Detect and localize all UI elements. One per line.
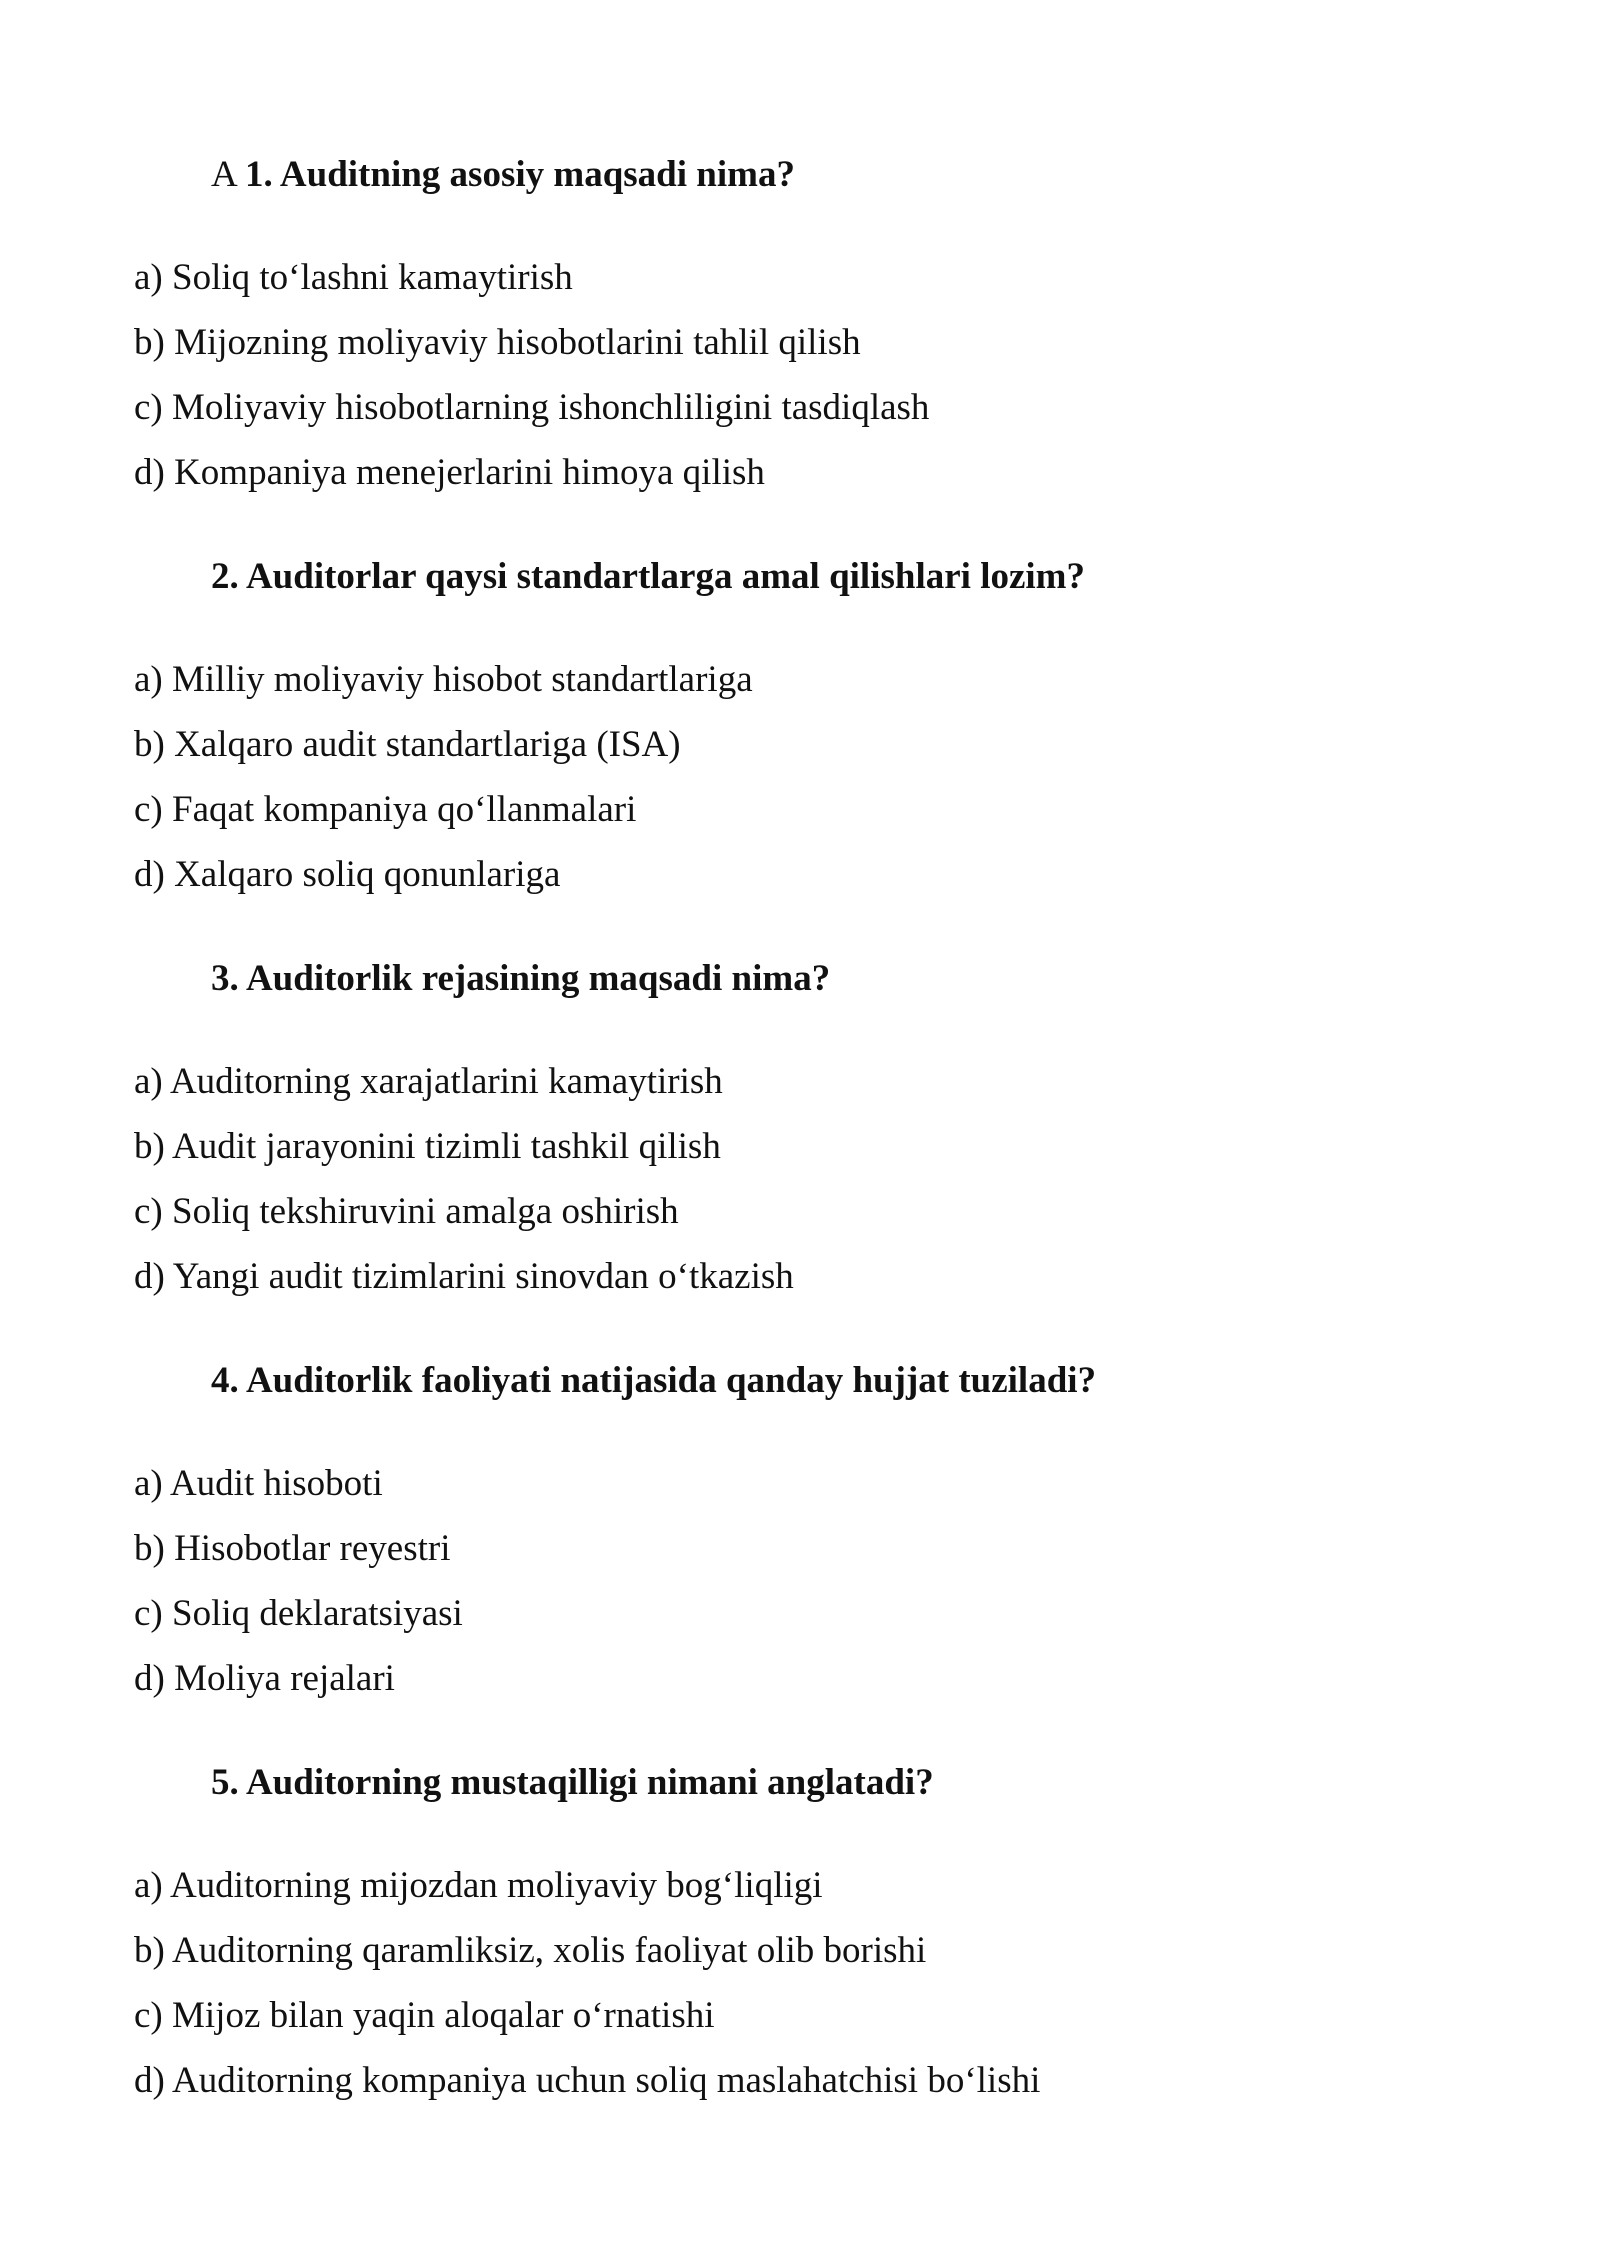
answer-option-d: d) Yangi audit tizimlarini sinovdan o‘tkazish — [134, 1256, 794, 1297]
answer-options — [134, 1462, 463, 1722]
question-title — [211, 153, 795, 197]
answer-option-c: c) Faqat kompaniya qo‘llanmalari — [134, 789, 637, 830]
question-text: 5. Auditorning mustaqilligi nimani anglatadi? — [211, 1762, 934, 1803]
question-prefix: A — [211, 154, 245, 195]
answer-option-c: c) Soliq deklaratsiyasi — [134, 1593, 463, 1634]
answer-option-d: d) Auditorning kompaniya uchun soliq maslahatchisi bo‘lishi — [134, 2060, 1041, 2101]
answer-options — [134, 256, 929, 516]
answer-option-d: d) Xalqaro soliq qonunlariga — [134, 854, 561, 895]
answer-option-b: b) Hisobotlar reyestri — [134, 1528, 451, 1569]
answer-option-b: b) Auditorning qaramliksiz, xolis faoliyat olib borishi — [134, 1930, 927, 1971]
question-text: 2. Auditorlar qaysi standartlarga amal qilishlari lozim? — [211, 556, 1085, 597]
answer-option-c: c) Moliyaviy hisobotlarning ishonchliligini tasdiqlash — [134, 387, 930, 428]
answer-option-a: a) Milliy moliyaviy hisobot standartlariga — [134, 659, 753, 700]
answer-option-d: d) Moliya rejalari — [134, 1658, 395, 1699]
question-title — [211, 1761, 934, 1805]
answer-option-c: c) Soliq tekshiruvini amalga oshirish — [134, 1191, 679, 1232]
question-title — [211, 555, 1085, 599]
question-text: 1. Auditning asosiy maqsadi nima? — [244, 154, 795, 195]
answer-option-b: b) Xalqaro audit standartlariga (ISA) — [134, 724, 681, 765]
answer-option-a: a) Soliq to‘lashni kamaytirish — [134, 257, 573, 298]
question-text: 3. Auditorlik rejasining maqsadi nima? — [211, 958, 831, 999]
answer-options — [134, 1060, 794, 1320]
answer-option-b: b) Audit jarayonini tizimli tashkil qilish — [134, 1126, 721, 1167]
question-text: 4. Auditorlik faoliyati natijasida qanday hujjat tuziladi? — [211, 1360, 1097, 1401]
answer-option-a: a) Auditorning mijozdan moliyaviy bog‘liqligi — [134, 1865, 823, 1906]
answer-option-a: a) Audit hisoboti — [134, 1463, 383, 1504]
question-title — [211, 1359, 1096, 1403]
answer-option-d: d) Kompaniya menejerlarini himoya qilish — [134, 452, 765, 493]
answer-option-b: b) Mijozning moliyaviy hisobotlarini tahlil qilish — [134, 322, 861, 363]
answer-option-a: a) Auditorning xarajatlarini kamaytirish — [134, 1061, 723, 1102]
answer-options — [134, 1864, 1040, 2124]
answer-options — [134, 658, 753, 918]
answer-option-c: c) Mijoz bilan yaqin aloqalar o‘rnatishi — [134, 1995, 715, 2036]
question-title — [211, 957, 830, 1001]
